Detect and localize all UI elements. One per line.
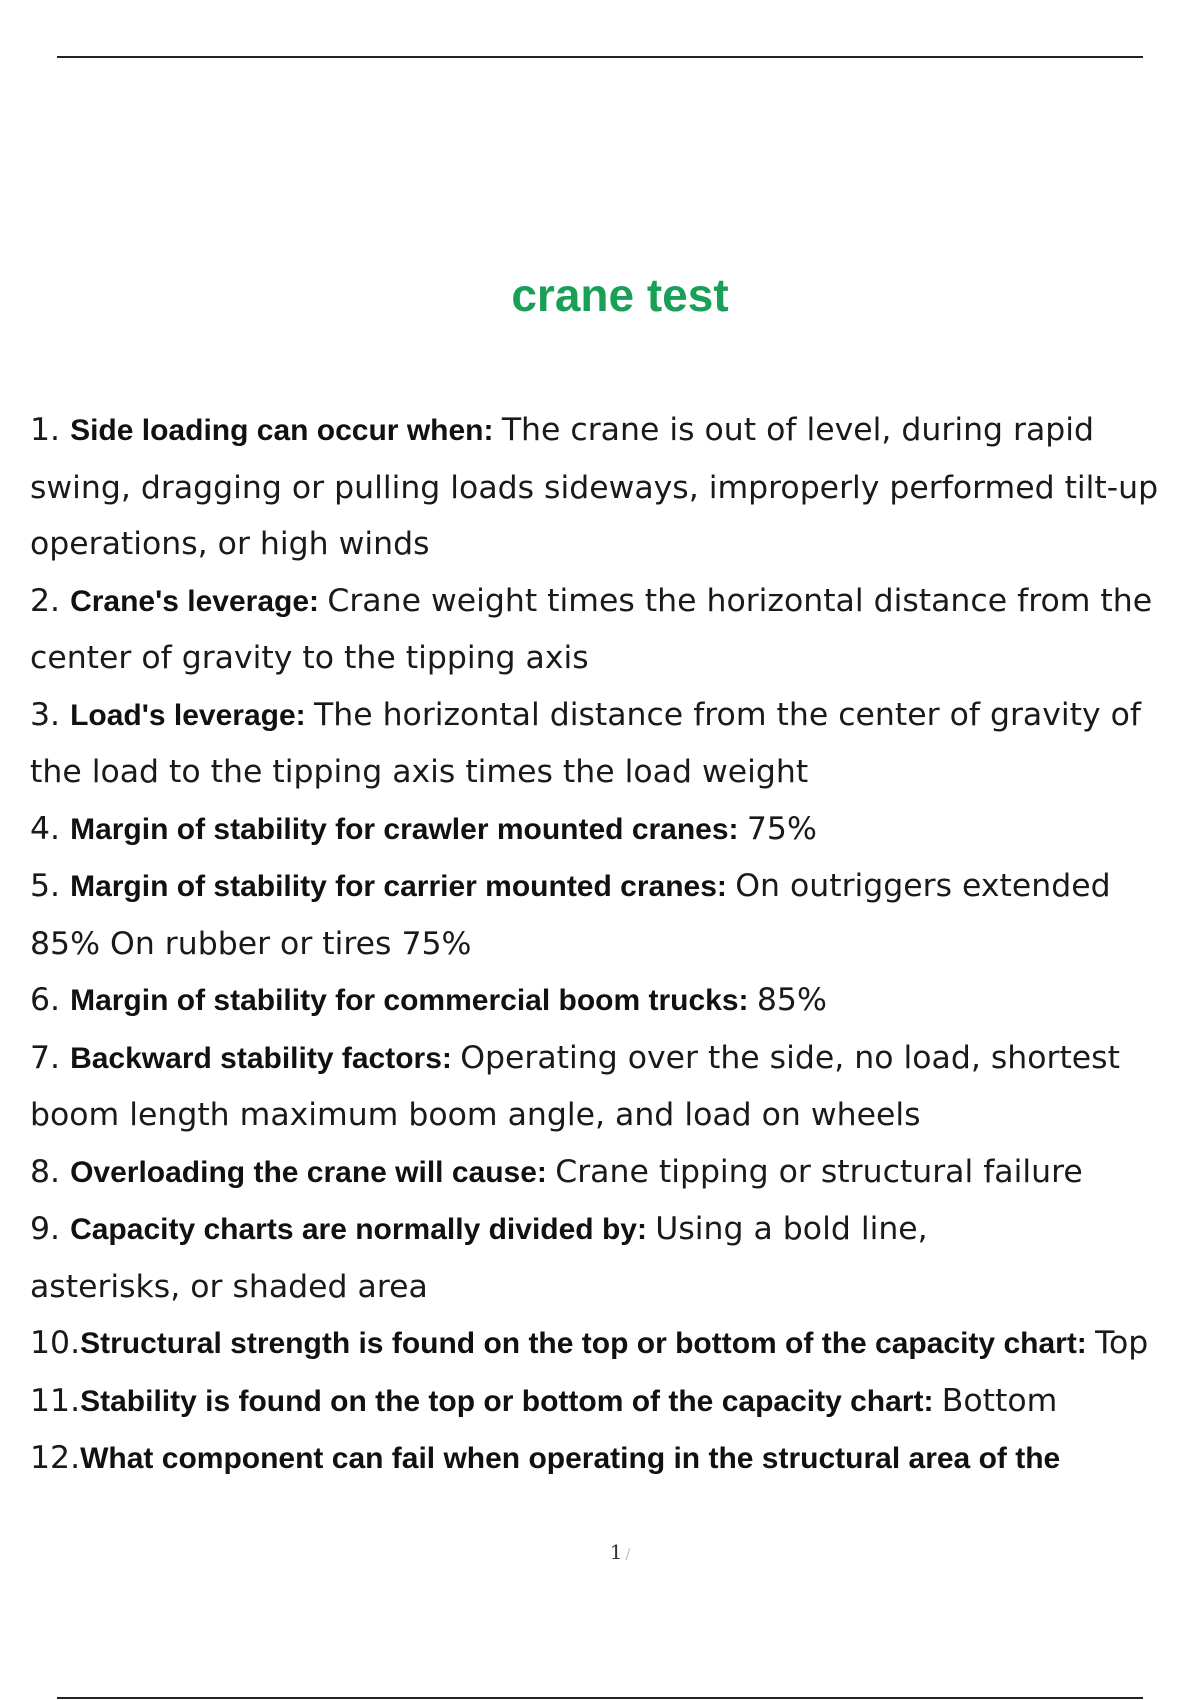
item-number: 3. [30, 696, 61, 733]
document-title: crane test [511, 269, 729, 321]
item-question: Margin of stability for carrier mounted cranes: [70, 870, 736, 903]
item-number: 9. [30, 1211, 61, 1247]
list-item [30, 687, 1190, 801]
flashcard-list [30, 402, 1190, 1488]
item-question: Load's leverage: [70, 698, 314, 732]
item-question: Structural strength is found on the top or bottom of the capacity chart: [80, 1327, 1096, 1360]
list-item [30, 858, 1190, 972]
list-item [30, 1373, 1190, 1431]
item-number: 11. [30, 1382, 81, 1419]
item-number: 8. [30, 1153, 61, 1190]
list-item [30, 1030, 1190, 1144]
item-question: Margin of stability for crawler mounted cranes: [70, 812, 747, 846]
list-item [30, 1144, 1190, 1202]
list-item [30, 972, 1190, 1030]
header-rule [57, 56, 1143, 58]
item-answer: The crane is out of level, during rapid swing, dragging or pulling loads sideways, improperly performed tilt-up operations, or high winds [30, 412, 1159, 562]
list-item [30, 573, 1190, 687]
item-question: What component can fail when operating in the structural area of the [80, 1442, 1061, 1475]
item-number: 4. [30, 810, 61, 847]
page-number-value: 1 [609, 1540, 623, 1564]
item-answer: Top [1095, 1325, 1149, 1361]
item-question: Crane's leverage: [70, 584, 328, 618]
page-number [0, 1540, 1200, 1564]
item-answer: Operating over the side, no load, shortest boom length maximum boom angle, and load on wheels [30, 1039, 1120, 1133]
item-question: Side loading can occur when: [70, 414, 502, 447]
item-answer: 75% [746, 810, 817, 847]
item-answer: The horizontal distance from the center of gravity of the load to the tipping axis times the load weight [30, 696, 1141, 790]
item-answer: Crane tipping or structural failure [555, 1153, 1083, 1190]
item-answer: Bottom [941, 1382, 1058, 1419]
item-number: 12. [30, 1440, 81, 1476]
item-number: 2. [30, 582, 61, 619]
item-answer: On outriggers extended 85% On rubber or tires 75% [30, 868, 1111, 962]
list-item [30, 402, 1190, 573]
item-question: Stability is found on the top or bottom of the capacity chart: [80, 1384, 942, 1418]
list-item [30, 801, 1190, 859]
page-number-suffix: / [625, 1547, 631, 1563]
item-answer: Using a bold line, asterisks, or shaded area [30, 1211, 928, 1305]
item-question: Capacity charts are normally divided by: [70, 1213, 656, 1246]
item-answer: 85% [756, 982, 827, 1018]
item-number: 7. [30, 1039, 61, 1076]
item-number: 6. [30, 982, 61, 1018]
item-number: 5. [30, 868, 61, 904]
list-item [30, 1430, 1190, 1488]
list-item [30, 1201, 1190, 1315]
item-question: Overloading the crane will cause: [70, 1155, 556, 1189]
item-question: Backward stability factors: [70, 1041, 461, 1075]
list-item [30, 1315, 1190, 1373]
item-answer: Crane weight times the horizontal distance from the center of gravity to the tipping axis [30, 582, 1153, 676]
item-question: Margin of stability for commercial boom trucks: [70, 984, 757, 1017]
item-number: 1. [30, 412, 61, 448]
item-number: 10. [30, 1325, 81, 1361]
footer-rule [57, 1697, 1143, 1699]
